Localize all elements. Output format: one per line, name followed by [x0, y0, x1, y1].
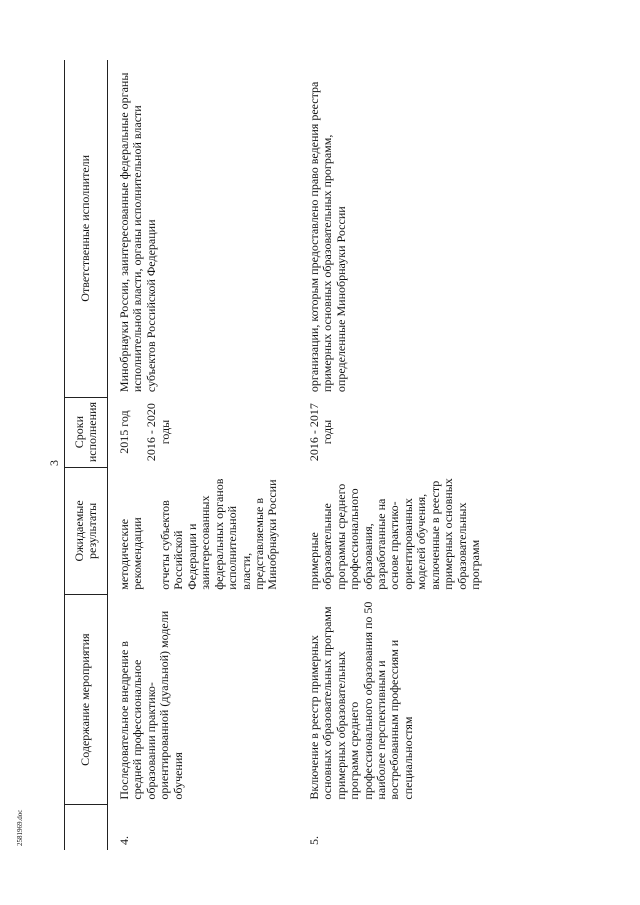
result-item: примерные образовательные программы среднего профессионального образования, разработанные на основе практико-ориентированных моделей обучения, включенные в реестр примерных основных образовательных программ — [306, 478, 483, 590]
header-num — [65, 805, 108, 850]
table-row — [298, 60, 501, 850]
term-item: 2015 год — [117, 410, 131, 454]
term-item: 2016 - 2020 годы — [144, 403, 172, 462]
page-number: 3 — [47, 460, 61, 466]
row-number: 4. — [117, 836, 131, 845]
row-terms — [298, 397, 501, 467]
result-item: отчеты субъектов Российской Федерации и заинтересованных федеральных органов исполнительной власти, представляемые в Минобрнауки России — [157, 478, 280, 590]
header-terms: Сроки исполнения — [65, 397, 108, 467]
header-content: Содержание мероприятия — [65, 595, 108, 805]
row-responsible: Минобрнауки России, заинтересованные федеральные органы исполнительной власти, органы исполнительной власти субъектов Российской Федерации — [117, 72, 158, 393]
row-content: Включение в реестр примерных основных образовательных программ примерных образовательных программ среднего профессионального образования по 50 наиболее перспективным и востребованным профессиям и специальностям — [306, 601, 415, 800]
row-responsible: организации, которым предоставлено право ведения реестра примерных основных образовательных программ, определенные Минобрнауки России — [306, 81, 348, 393]
table-row — [108, 60, 298, 850]
term-item: 2016 - 2017 годы — [306, 403, 335, 462]
row-results — [108, 467, 298, 595]
document-id: 2581969.doc — [16, 809, 24, 846]
header-results: Ожидаемые результаты — [65, 467, 108, 595]
header-responsible: Ответственные исполнители — [65, 60, 108, 397]
table-header-row — [65, 60, 108, 850]
result-item: методические рекомендации — [117, 517, 145, 590]
row-content: Последовательное внедрение в средней профессиональное образовании практико-ориентированной (дуальной) модели обучения — [117, 610, 185, 800]
row-results — [298, 467, 501, 595]
row-number: 5. — [306, 836, 321, 845]
row-terms — [108, 397, 298, 467]
measures-table — [64, 60, 584, 850]
